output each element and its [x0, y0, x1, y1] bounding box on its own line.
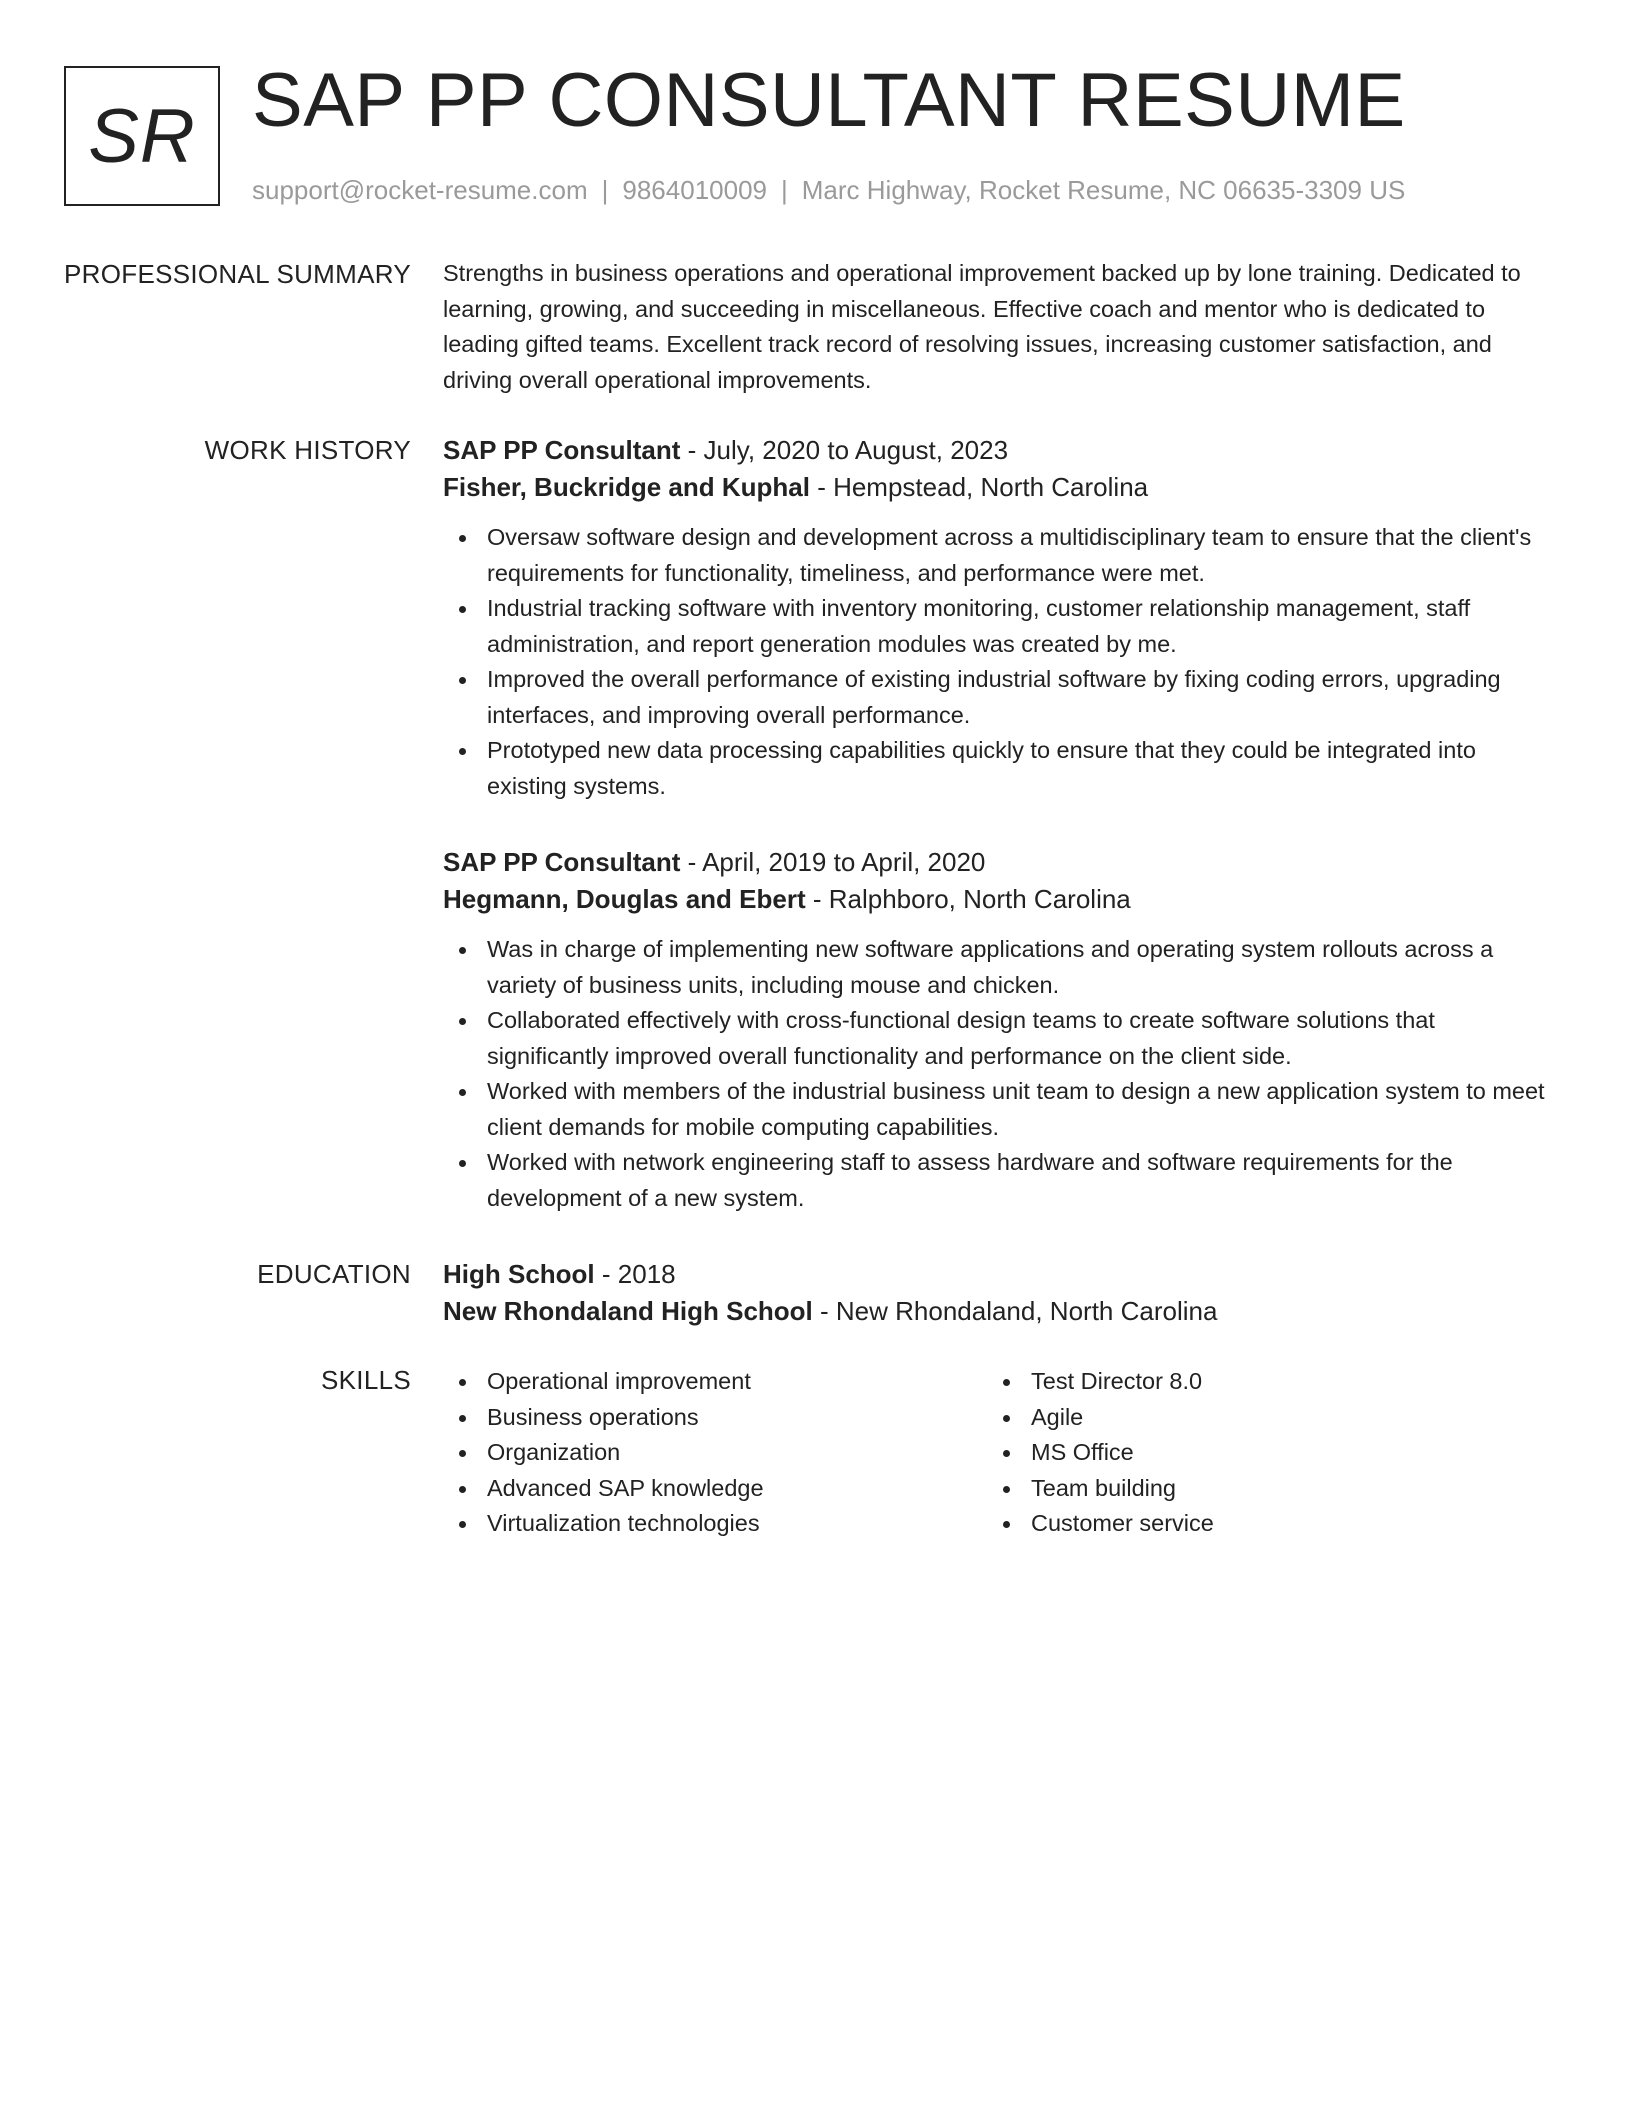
summary-text: Strengths in business operations and operational improvement backed up by lone training. Dedicated to learning, growing, and succeeding in miscellaneous. Effective coach and mentor who is dedicated to leading gifted teams. Excellent track record of resolving issues, increasing customer satisfaction, and driving overall operational improvements.: [443, 260, 1521, 393]
job-dates: - April, 2019 to April, 2020: [680, 847, 986, 877]
education-location: - New Rhondaland, North Carolina: [812, 1296, 1218, 1326]
job-company: Fisher, Buckridge and Kuphal: [443, 472, 810, 502]
skill-item: Test Director 8.0: [1031, 1364, 1507, 1400]
skill-item: Organization: [487, 1435, 963, 1471]
education-entry: [443, 1256, 1555, 1330]
monogram-logo: SR: [64, 66, 220, 206]
list-item: Oversaw software design and development across a multidisciplinary team to ensure that the client's requirements for functionality, timeliness, and performance were met.: [487, 520, 1555, 591]
contact-email[interactable]: support@rocket-resume.com: [252, 175, 588, 205]
section-label-skills: SKILLS: [321, 1365, 411, 1395]
job-company: Hegmann, Douglas and Ebert: [443, 884, 806, 914]
contact-phone[interactable]: 9864010009: [622, 175, 767, 205]
skill-item: Customer service: [1031, 1506, 1507, 1542]
skill-item: Advanced SAP knowledge: [487, 1471, 963, 1507]
job-title-line: [443, 844, 1555, 881]
skill-item: Virtualization technologies: [487, 1506, 963, 1542]
contact-separator: |: [781, 175, 788, 205]
skills-column: [443, 1364, 963, 1542]
skill-item: Agile: [1031, 1400, 1507, 1436]
job-title: SAP PP Consultant: [443, 435, 681, 465]
list-item: Industrial tracking software with inventory monitoring, customer relationship management, staff administration, and report generation modules was created by me.: [487, 591, 1555, 662]
job-company-line: [443, 469, 1555, 506]
section-label-work-history: WORK HISTORY: [204, 435, 411, 465]
job-entry: [443, 432, 1555, 804]
skills-bullets: [443, 1364, 963, 1542]
job-title: SAP PP Consultant: [443, 847, 681, 877]
list-item: Improved the overall performance of existing industrial software by fixing coding errors, upgrading interfaces, and improving overall performance.: [487, 662, 1555, 733]
skill-item: Team building: [1031, 1471, 1507, 1507]
contact-separator: |: [601, 175, 609, 205]
skills-column: [987, 1364, 1507, 1542]
job-location: - Hempstead, North Carolina: [809, 472, 1149, 502]
skills-bullets: [987, 1364, 1507, 1542]
list-item: Collaborated effectively with cross-functional design teams to create software solutions that significantly improved overall functionality and performance on the client side.: [487, 1003, 1555, 1074]
job-bullets: [443, 520, 1555, 804]
skill-item: Operational improvement: [487, 1364, 963, 1400]
education-degree: High School: [443, 1259, 595, 1289]
list-item: Worked with members of the industrial business unit team to design a new application system to meet client demands for mobile computing capabilities.: [487, 1074, 1555, 1145]
job-location: - Ralphboro, North Carolina: [805, 884, 1131, 914]
section-label-summary: PROFESSIONAL SUMMARY: [64, 259, 411, 289]
skill-item: Business operations: [487, 1400, 963, 1436]
list-item: Prototyped new data processing capabilities quickly to ensure that they could be integrated into existing systems.: [487, 733, 1555, 804]
job-bullets: [443, 932, 1555, 1216]
skill-item: MS Office: [1031, 1435, 1507, 1471]
education-school: New Rhondaland High School: [443, 1296, 813, 1326]
contact-line: [252, 172, 1405, 208]
job-title-line: [443, 432, 1555, 469]
skills-list: [443, 1364, 1555, 1564]
list-item: Worked with network engineering staff to assess hardware and software requirements for the development of a new system.: [487, 1145, 1555, 1216]
education-school-line: [443, 1293, 1555, 1330]
job-entry: [443, 844, 1555, 1216]
contact-address: Marc Highway, Rocket Resume, NC 06635-3309 US: [801, 175, 1406, 205]
page-title: SAP PP CONSULTANT RESUME: [252, 58, 1406, 143]
list-item: Was in charge of implementing new software applications and operating system rollouts across a variety of business units, including mouse and chicken.: [487, 932, 1555, 1003]
job-company-line: [443, 881, 1555, 918]
section-label-education: EDUCATION: [257, 1259, 411, 1289]
job-dates: - July, 2020 to August, 2023: [680, 435, 1009, 465]
education-year: - 2018: [594, 1259, 676, 1289]
education-degree-line: [443, 1256, 1555, 1293]
